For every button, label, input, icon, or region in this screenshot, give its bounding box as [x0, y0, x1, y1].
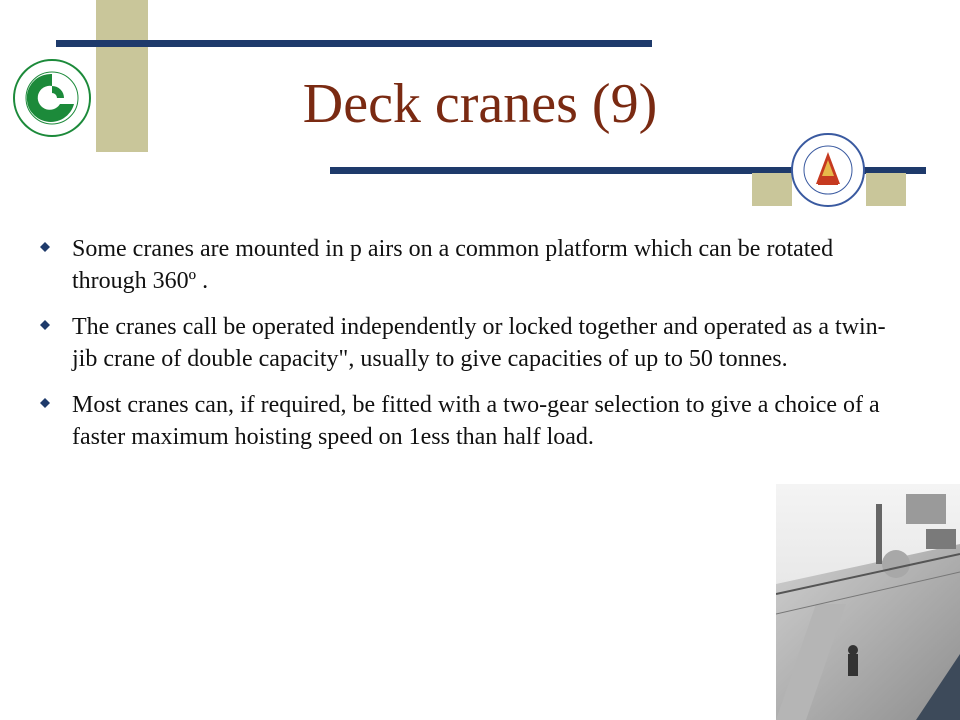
decorative-block [752, 173, 792, 206]
bullet-text: The cranes call be operated independently or locked together and operated as a twin-jib crane of double capacity", usually to give capacities of up to 50 tonnes. [72, 313, 886, 372]
ship-deck-photo [776, 484, 960, 720]
bullet-item [34, 390, 894, 454]
bullet-item [34, 312, 894, 376]
bullet-text: Most cranes can, if required, be fitted with a two-gear selection to give a choice of a faster maximum hoisting speed on 1ess than half load. [72, 391, 880, 450]
diamond-bullet-icon [40, 398, 50, 408]
decorative-block [866, 173, 906, 206]
decorative-top-line [56, 40, 652, 47]
school-logo [788, 130, 868, 210]
bullet-text: Some cranes are mounted in p airs on a common platform which can be rotated through 360º . [72, 236, 834, 294]
diamond-bullet-icon [40, 242, 50, 252]
diamond-bullet-icon [40, 320, 50, 330]
bullet-list [34, 234, 894, 467]
slide-title: Deck cranes (9) [302, 73, 658, 135]
bullet-item [34, 234, 894, 298]
